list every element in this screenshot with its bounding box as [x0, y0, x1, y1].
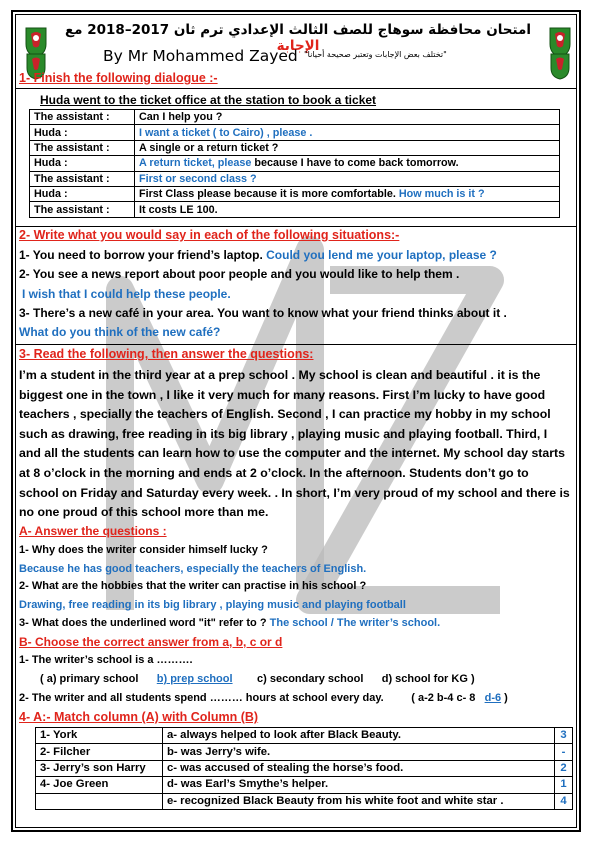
speaker-cell: The assistant : [30, 202, 135, 217]
question-b2-close: ) [501, 692, 508, 704]
match-answer: - [555, 744, 573, 760]
speaker-cell: Huda : [30, 125, 135, 140]
option-c: c) secondary school [257, 673, 364, 685]
match-answer: 1 [555, 777, 573, 793]
exam-title-answer: الإجابة [276, 38, 320, 54]
column-b-cell: c- was accused of stealing the horse’s food. [163, 760, 555, 776]
situation-1-answer: Could you lend me your laptop, please ? [266, 248, 497, 262]
situation-1-text: 1- You need to borrow your friend’s laptop. [19, 248, 263, 262]
divider [16, 344, 576, 345]
line-cell: Can I help you ? [135, 110, 560, 125]
column-a-cell: 1- York [36, 728, 163, 744]
table-row [30, 171, 560, 186]
column-b-cell: a- always helped to look after Black Beauty. [163, 728, 555, 744]
divider [16, 88, 576, 89]
table-row [36, 744, 573, 760]
line-cell: It costs LE 100. [135, 202, 560, 217]
table-row [36, 777, 573, 793]
question-b2-options: ( a-2 b-4 c- 8 [411, 692, 476, 704]
answer-text: How much is it ? [398, 188, 485, 201]
question-a3 [19, 617, 440, 629]
column-a-cell: 4- Joe Green [36, 777, 163, 793]
column-b-cell: b- was Jerry’s wife. [163, 744, 555, 760]
author-line: By Mr Mohammed Zayed [103, 47, 298, 65]
question-a1: 1- Why does the writer consider himself lucky ? [19, 544, 268, 556]
section4-heading: 4- A:- Match column (A) with Column (B) [19, 710, 259, 724]
match-answer: 2 [555, 760, 573, 776]
table-row [36, 728, 573, 744]
part-b-heading: B- Choose the correct answer from a, b, c or d [19, 635, 283, 649]
part-a-heading: A- Answer the questions : [19, 524, 167, 538]
dialogue-table [29, 109, 560, 218]
exam-title-text: امتحان محافظة سوهاج للصف الثالث الإعدادي ترم ثان 2017–2018 مع [64, 22, 532, 38]
section1-heading: 1- Finish the following dialogue :- [19, 71, 218, 85]
column-a-cell: 2- Filcher [36, 744, 163, 760]
answer-a2: Drawing, free reading in its big library , playing music and playing football [19, 599, 406, 611]
question-b2 [19, 692, 508, 704]
option-b-correct: b) prep school [156, 673, 233, 685]
speaker-cell: The assistant : [30, 171, 135, 186]
table-row [36, 760, 573, 776]
dialogue-intro: Huda went to the ticket office at the station to book a ticket [40, 93, 377, 107]
mixed-cell [135, 186, 560, 201]
option-a: ( a) primary school [40, 673, 139, 685]
speaker-cell: Huda : [30, 156, 135, 171]
situation-1 [19, 248, 497, 262]
line-cell: A single or a return ticket ? [135, 140, 560, 155]
answer-text: A return ticket, please [139, 157, 252, 170]
question-b1: 1- The writer’s school is a ………. [19, 654, 193, 666]
answer-cell: First or second class ? [135, 171, 560, 186]
table-row [36, 793, 573, 809]
section2-heading: 2- Write what you would say in each of the following situations:- [19, 228, 400, 242]
answer-a1: Because he has good teachers, especially the teachers of English. [19, 563, 367, 575]
question-b1-options [40, 673, 475, 685]
emblem-right [547, 52, 573, 80]
column-b-cell: d- was Earl’s Smythe’s helper. [163, 777, 555, 793]
divider [16, 226, 576, 227]
situation-2-answer: I wish that I could help these people. [22, 287, 231, 301]
table-row [30, 140, 560, 155]
answer-cell: I want a ticket ( to Cairo) , please . [135, 125, 560, 140]
match-answer: 4 [555, 793, 573, 809]
line-text: because I have to come back tomorrow. [251, 157, 459, 170]
question-b2-answer: d-6 [484, 692, 502, 704]
table-row [30, 125, 560, 140]
match-table [35, 727, 573, 810]
line-text: First Class please because it is more comfortable. [139, 188, 399, 201]
match-answer: 3 [555, 728, 573, 744]
question-a3-text: 3- What does the underlined word "it" refer to ? [19, 617, 267, 629]
column-a-cell [36, 793, 163, 809]
table-row [30, 186, 560, 201]
table-row [30, 156, 560, 171]
speaker-cell: Huda : [30, 186, 135, 201]
option-d: d) school for KG ) [381, 673, 475, 685]
situation-3: 3- There’s a new café in your area. You want to know what your friend thinks about it . [19, 306, 507, 320]
reading-passage: I’m a student in the third year at a prep school . My school is clean and beautiful . it is the biggest one in the town , I like it very much for many reasons. First I’m lucky to have good teachers , specially the teachers of English. Second , I can practice my hobby in my school such as drawing, free reading in its big library , playing music and playing football. Third, I and all the students can learn how to use the computer and the internet. My school day starts at 8 o’clock in the morning and ends at 2 o’clock. In the afternoon. Students don’t go to school on Friday and Saturday every week. . In short, I’m very proud of my school and there is no one proud of this school more than me. [19, 368, 570, 520]
speaker-cell: The assistant : [30, 140, 135, 155]
table-row [30, 202, 560, 217]
section3-heading: 3- Read the following, then answer the questions: [19, 347, 314, 361]
answers-note: "تختلف بعض الإجابات وتعتبر صحيحة أحيانا" [304, 50, 447, 59]
question-a2: 2- What are the hobbies that the writer can practise in his school ? [19, 580, 367, 592]
table-row [30, 110, 560, 125]
column-b-cell: e- recognized Black Beauty from his white foot and white star . [163, 793, 555, 809]
situation-3-answer: What do you think of the new café? [19, 325, 221, 339]
situation-2: 2- You see a news report about poor people and you would like to help them . [19, 267, 460, 281]
speaker-cell: The assistant : [30, 110, 135, 125]
question-b2-text: 2- The writer and all students spend ……… hours at school every day. [19, 692, 384, 704]
mixed-cell [135, 156, 560, 171]
column-a-cell: 3- Jerry’s son Harry [36, 760, 163, 776]
answer-a3: The school / The writer’s school. [269, 617, 441, 629]
